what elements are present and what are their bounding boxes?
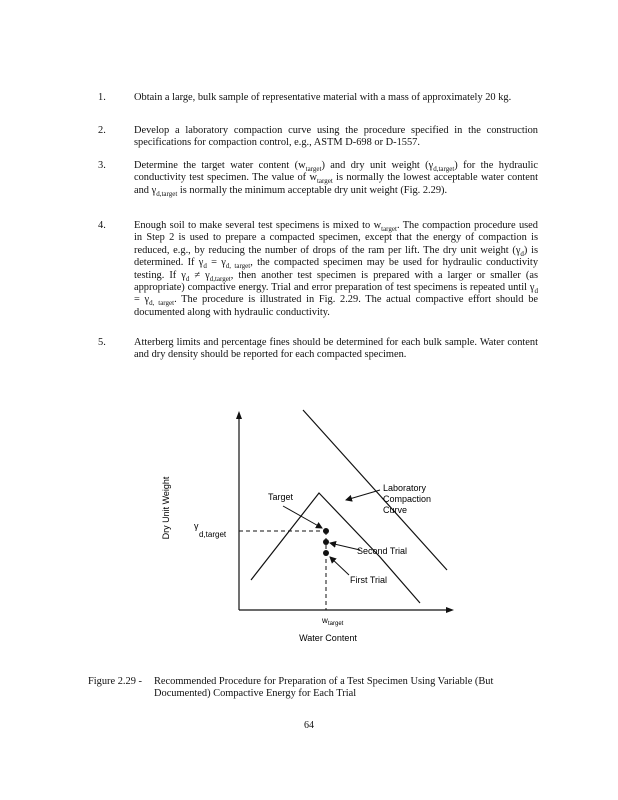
x-target-subscript: target	[328, 621, 344, 627]
step-number: 2.	[98, 125, 106, 136]
compaction-figure	[150, 405, 470, 655]
second-trial-arrow	[330, 543, 360, 550]
step-number: 4.	[98, 220, 106, 231]
step-number: 3.	[98, 160, 106, 171]
label-target: Target	[268, 492, 294, 502]
caption-label: Figure 2.29 -	[88, 676, 142, 687]
step-text: Atterberg limits and percentage fines should be determined for each bulk sample. Water content and dry density should be reported for each compacted specimen.	[134, 337, 538, 361]
target-arrow	[283, 506, 322, 528]
label-lab-curve-line2: Compaction	[383, 494, 432, 504]
step-number: 1.	[98, 92, 106, 103]
label-lab-curve-line1: Laboratory	[383, 483, 427, 493]
label-second-trial: Second Trial	[357, 546, 408, 556]
caption-text: Recommended Procedure for Preparation of a Test Specimen Using Variable (But Documented) Compactive Energy for Each Trial	[154, 676, 494, 700]
x-target-symbol: w	[322, 616, 328, 625]
y-axis-label: Dry Unit Weight	[161, 476, 171, 540]
y-target-symbol: γ	[194, 521, 199, 531]
step-text: Enough soil to make several test specimens is mixed to $w_{target}$. The compaction procedure used in Step 2 is used to prepare a compacted specimen, except that the energy of compaction is reduced, e.g., by reducing the number of drops of the ram per lift. The dry unit weight $(\gamma_d)$ is determined. If $\gamma_d = \gamma_{d, target}$, the compacted specimen may be used for hydraulic conductivity testing. If $\gamma_d \ne \gamma_{d,target}$, then another test specimen is prepared with a larger or smaller (as appropriate) compactive energy. Trial and error preparation of test specimens is repeated until $\gamma_d = \gamma_{d, target}$. The procedure is illustrated in Fig. 2.29. The actual compactive effort should be documented along with hydraulic conductivity.	[134, 220, 539, 318]
lab-curve-arrow	[346, 490, 380, 500]
label-first-trial: First Trial	[350, 575, 387, 585]
step-text: Develop a laboratory compaction curve using the procedure specified in the construction specifications for compaction control, e.g., ASTM D-698 or D-1557.	[134, 125, 538, 149]
step-text: Determine the target water content $(w_{target})$ and dry unit weight $(\gamma_{d,target})$ for the hydraulic conductivity test specimen. The value of $w_{target}$ is normally the lowest acceptable water content and $\gamma_{d,target}$ is normally the minimum acceptable dry unit weight (Fig. 2.29).	[134, 160, 538, 198]
y-target-subscript: d,target	[199, 530, 227, 539]
first-trial-arrow	[330, 557, 349, 575]
x-axis-arrow	[446, 607, 454, 613]
second-trial-point	[323, 539, 329, 545]
step-text: Obtain a large, bulk sample of representative material with a mass of approximately 20 kg.	[134, 92, 512, 103]
first-trial-point	[323, 550, 329, 556]
step-number: 5.	[98, 337, 106, 348]
x-axis-label: Water Content	[299, 633, 357, 643]
y-axis-arrow	[236, 411, 242, 419]
target-point	[323, 528, 329, 534]
label-lab-curve-line3: Curve	[383, 505, 408, 515]
page-number: 64	[304, 720, 314, 731]
